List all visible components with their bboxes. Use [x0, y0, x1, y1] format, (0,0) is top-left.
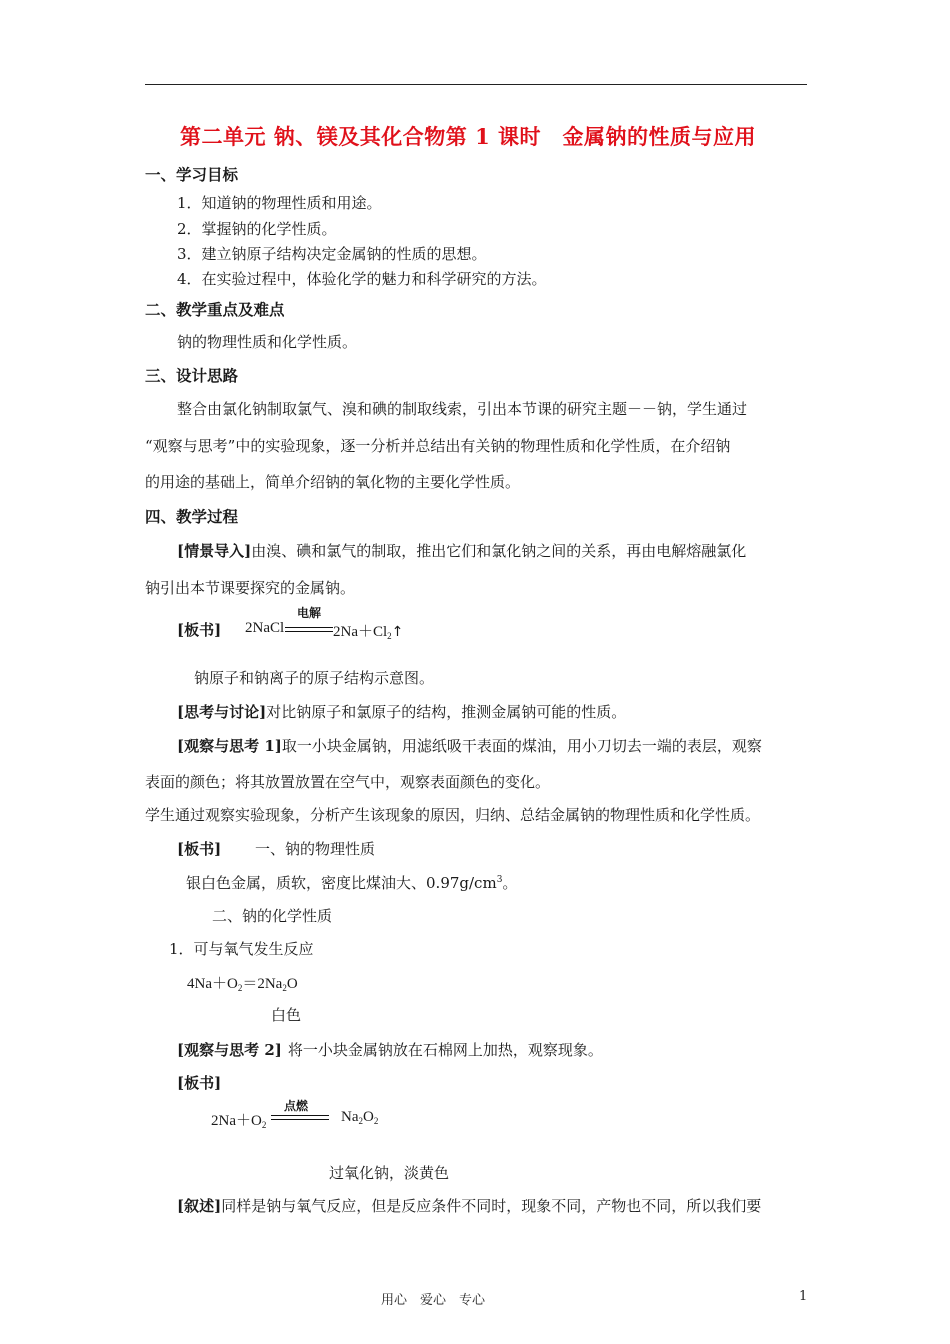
atom-structure-text: 钠原子和钠离子的原子结构示意图。 [194, 669, 435, 687]
tag-board: [板书] [177, 621, 222, 639]
chemical-heading: 二、钠的化学性质 [212, 907, 333, 925]
header-rule [145, 84, 807, 85]
objective-item: 2．掌握钠的化学性质。 [177, 220, 337, 238]
tag-observe-1: [观察与思考 1] [177, 737, 282, 755]
chemical-item-1: 1．可与氧气发生反应 [169, 940, 314, 958]
eq3-note: 过氧化钠，淡黄色 [329, 1164, 450, 1182]
eq2-note: 白色 [271, 1006, 302, 1024]
intro-line [177, 540, 746, 561]
design-line: 的用途的基础上，简单介绍钠的氧化物的主要化学性质。 [145, 473, 521, 491]
design-line: “观察与思考”中的实验现象，逐一分析并总结出有关钠的物理性质和化学性质，在介绍钠 [145, 437, 731, 455]
page-number: 1 [799, 1289, 808, 1304]
physical-heading: 一、钠的物理性质 [255, 840, 376, 858]
document-title: 第二单元 钠、镁及其化合物第 1 课时 金属钠的性质与应用 [180, 124, 757, 149]
eq3-condition: 点燃 [284, 1099, 309, 1113]
discuss-line: [思考与讨论]对比钠原子和氯原子的结构，推测金属钠可能的性质。 [177, 703, 627, 721]
eq1-condition: 电解 [297, 606, 322, 620]
footer-motto: 用心 爱心 专心 [381, 1293, 486, 1308]
eq3-left: $2Na+O_2$ [211, 1113, 267, 1130]
eq1-equals-bar [285, 627, 333, 632]
objective-item: 1．知道钠的物理性质和用途。 [177, 194, 382, 212]
section-heading-keypoints: 二、教学重点及难点 [145, 300, 285, 319]
eq1-right: $2Na+Cl_2↑$ [333, 624, 404, 641]
student-text: 学生通过观察实验现象，分析产生该现象的原因，归纳、总结金属钠的物理性质和化学性质。 [145, 806, 761, 824]
observe1-cont: 表面的颜色；将其放置放置在空气中，观察表面颜色的变化。 [145, 773, 551, 791]
observe2-line: [观察与思考 2] 将一小块金属钠放在石棉网上加热，观察现象。 [177, 1041, 603, 1059]
section-heading-process: 四、教学过程 [145, 507, 239, 526]
observe1-line: [观察与思考 1]取一小块金属钠，用滤纸吸干表面的煤油，用小刀切去一端的表层，观察 [177, 737, 762, 755]
narration-line: [叙述]同样是钠与氧气反应，但是反应条件不同时，现象不同，产物也不同，所以我们要 [177, 1197, 762, 1215]
eq3-equals-bar [271, 1115, 329, 1120]
gas-arrow-icon: ↑ [391, 624, 404, 640]
eq2: $4Na+O_2=2Na_2O$ [187, 976, 298, 993]
intro-text-cont: 钠引出本节课要探究的金属钠。 [145, 579, 356, 597]
design-line: 整合由氯化钠制取氯气、溴和碘的制取线索，引出本节课的研究主题－－钠，学生通过 [177, 400, 748, 418]
section-heading-design: 三、设计思路 [145, 366, 239, 385]
tag-think-discuss: [思考与讨论] [177, 703, 267, 721]
tag-narration: [叙述] [177, 1197, 222, 1215]
physical-text: 银白色金属，质软，密度比煤油大、$0.97g/cm^3$。 [186, 874, 518, 892]
intro-text: 由溴、碘和氯气的制取，推出它们和氯化钠之间的关系，再由电解熔融氯化 [251, 542, 747, 560]
tag-observe-2: [观察与思考 2] [177, 1041, 282, 1059]
keypoints-text: 钠的物理性质和化学性质。 [177, 333, 358, 351]
tag-board: [板书] [177, 1074, 222, 1092]
objective-item: 4．在实验过程中，体验化学的魅力和科学研究的方法。 [177, 270, 547, 288]
section-heading-objectives: 一、学习目标 [145, 165, 239, 184]
objective-item: 3．建立钠原子结构决定金属钠的性质的思想。 [177, 245, 487, 263]
eq3-right: $Na_2O_2$ [341, 1109, 379, 1126]
tag-scenario-intro: [情景导入] [177, 542, 252, 560]
eq1-left: 2NaCl [245, 620, 285, 636]
tag-board: [板书] [177, 840, 222, 858]
